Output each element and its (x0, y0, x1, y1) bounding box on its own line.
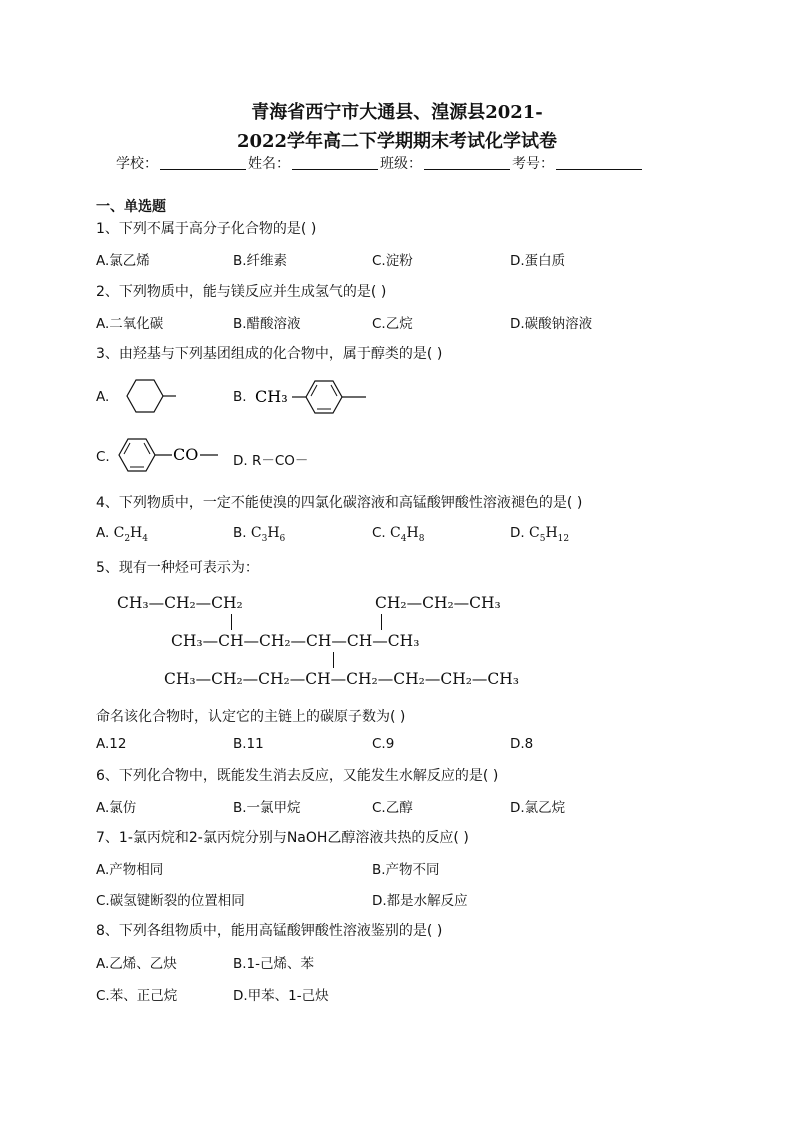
q4-option-b[interactable]: B. $C_3H_6$ (233, 525, 286, 544)
class-blank[interactable] (424, 154, 510, 170)
q4-option-c[interactable]: C. $C_4H_8$ (372, 525, 425, 544)
q7-option-b[interactable]: B.产物不同 (372, 862, 440, 878)
q5-option-c[interactable]: C.9 (372, 736, 395, 752)
structure-bond-1 (231, 614, 232, 630)
page-title-line2: 2022学年高二下学期期末考试化学试卷 (236, 131, 558, 152)
q8-option-c[interactable]: C.苯、正己烷 (96, 988, 178, 1004)
q1-option-b[interactable]: B.纤维素 (233, 253, 288, 269)
q8-option-d[interactable]: D.甲苯、1-己炔 (233, 988, 329, 1004)
q6-option-a[interactable]: A.氯仿 (96, 800, 137, 816)
exam-no-label: 考号： (512, 156, 554, 172)
q1-option-a[interactable]: A.氯乙烯 (96, 253, 150, 269)
q7-option-c[interactable]: C.碳氢键断裂的位置相同 (96, 893, 245, 909)
q8-option-a[interactable]: A.乙烯、乙炔 (96, 956, 177, 972)
q3-option-c[interactable]: C. (96, 449, 110, 465)
q6-option-b[interactable]: B.一氯甲烷 (233, 800, 301, 816)
name-label: 姓名： (248, 156, 290, 172)
p-tolyl-structure (252, 372, 372, 418)
structure-bond-3 (333, 652, 334, 668)
q7-option-d[interactable]: D.都是水解反应 (372, 893, 468, 909)
q2-option-a[interactable]: A.二氧化碳 (96, 316, 164, 332)
school-blank[interactable] (160, 154, 246, 170)
structure-row1-right: CH₂—CH₂—CH₃ (375, 594, 501, 612)
q3-option-b[interactable]: B. (233, 389, 247, 405)
structure-row3: CH₃—CH₂—CH₂—CH—CH₂—CH₂—CH₂—CH₃ (164, 670, 520, 688)
structure-bond-2 (381, 614, 382, 630)
q2-option-b[interactable]: B.醋酸溶液 (233, 316, 301, 332)
school-label: 学校： (116, 156, 158, 172)
q8-option-b[interactable]: B.1-己烯、苯 (233, 956, 315, 972)
q3-option-a[interactable]: A. (96, 389, 110, 405)
page-title-line1: 青海省西宁市大通县、湟源县2021- (251, 102, 543, 123)
question-2-stem: 2、下列物质中，能与镁反应并生成氢气的是( ) (96, 284, 387, 300)
q1-option-d[interactable]: D.蛋白质 (510, 253, 566, 269)
class-label: 班级： (380, 156, 422, 172)
question-7-stem: 7、1-氯丙烷和2-氯丙烷分别与NaOH乙醇溶液共热的反应( ) (96, 830, 469, 846)
q2-option-d[interactable]: D.碳酸钠溶液 (510, 316, 593, 332)
q4-option-a[interactable]: A. $C_2H_4$ (96, 525, 148, 544)
q6-option-d[interactable]: D.氯乙烷 (510, 800, 566, 816)
q3-c-label: CO (173, 445, 199, 464)
q6-option-c[interactable]: C.乙醇 (372, 800, 413, 816)
structure-row1-left: CH₃—CH₂—CH₂ (117, 594, 243, 612)
question-4-stem: 4、下列物质中，一定不能使溴的四氯化碳溶液和高锰酸钾酸性溶液褪色的是( ) (96, 495, 583, 511)
benzoyl-structure (114, 432, 226, 478)
question-6-stem: 6、下列化合物中，既能发生消去反应，又能发生水解反应的是( ) (96, 768, 499, 784)
question-5-stem: 5、现有一种烃可表示为： (96, 560, 259, 576)
section-header: 一、单选题 (96, 199, 166, 215)
cyclohexyl-structure (114, 372, 178, 418)
question-8-stem: 8、下列各组物质中，能用高锰酸钾酸性溶液鉴别的是( ) (96, 923, 443, 939)
q3-b-label: CH₃ (255, 387, 288, 406)
q7-option-a[interactable]: A.产物相同 (96, 862, 164, 878)
q2-option-c[interactable]: C.乙烷 (372, 316, 413, 332)
question-5-follow: 命名该化合物时，认定它的主链上的碳原子数为( ) (96, 709, 406, 725)
exam-no-blank[interactable] (556, 154, 642, 170)
q3-option-d[interactable]: D. R－CO－ (233, 453, 309, 469)
student-info-row (116, 153, 644, 173)
structure-row2: CH₃—CH—CH₂—CH—CH—CH₃ (171, 632, 420, 650)
q5-option-a[interactable]: A.12 (96, 736, 127, 752)
q5-option-d[interactable]: D.8 (510, 736, 534, 752)
name-blank[interactable] (292, 154, 378, 170)
question-3-stem: 3、由羟基与下列基团组成的化合物中，属于醇类的是( ) (96, 346, 443, 362)
q5-option-b[interactable]: B.11 (233, 736, 264, 752)
q4-option-d[interactable]: D. $C_5H_{12}$ (510, 525, 570, 544)
question-1-stem: 1、下列不属于高分子化合物的是( ) (96, 221, 317, 237)
q1-option-c[interactable]: C.淀粉 (372, 253, 413, 269)
